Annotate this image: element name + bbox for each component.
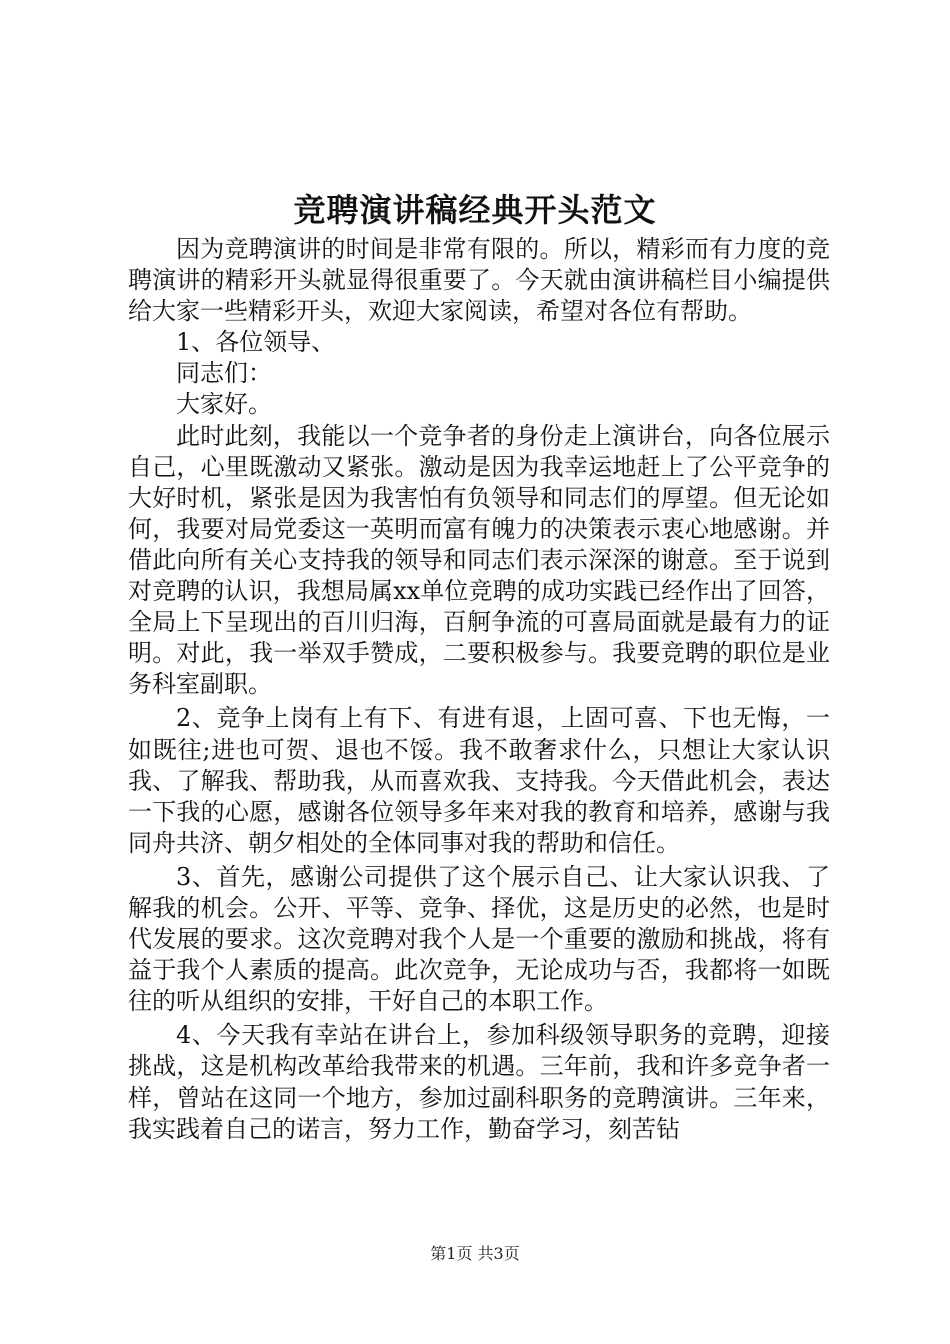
page-footer (0, 1243, 950, 1265)
document-body (128, 234, 830, 1145)
paragraph-greeting: 大家好。 (176, 390, 272, 419)
page-total: 共3页 (477, 1244, 520, 1263)
paragraph-salutation-comrades: 同志们： (176, 359, 272, 388)
paragraph-example-2: 2、竞争上岗有上有下、有进有退，上固可喜、下也无悔，一如既往;进也可贺、退也不馁。我不敢奢求什么，只想让大家认识我、了解我、帮助我，从而喜欢我、支持我。今天借此机会，表达一下我的心愿，感谢各位领导多年来对我的教育和培养，感谢与我同舟共济、朝夕相处的全体同事对我的帮助和信任。 (128, 704, 830, 857)
page-number: 第1页 (430, 1244, 473, 1263)
paragraph-body-1: 此时此刻，我能以一个竞争者的身份走上演讲台，向各位展示自己，心里既激动又紧张。激动是因为我幸运地赶上了公平竞争的大好时机，紧张是因为我害怕有负领导和同志们的厚望。但无论如何，我要对局党委这一英明而富有魄力的决策表示衷心地感谢。并借此向所有关心支持我的领导和同志们表示深深的谢意。至于说到对竞聘的认识，我想局属xx单位竞聘的成功实践已经作出了回答，全局上下呈现出的百川归海，百舸争流的可喜局面就是最有力的证明。对此，我一举双手赞成，二要积极参与。我要竞聘的职位是业务科室副职。 (128, 421, 830, 699)
document-title: 竞聘演讲稿经典开头范文 (293, 191, 657, 229)
intro-paragraph: 因为竞聘演讲的时间是非常有限的。所以，精彩而有力度的竞聘演讲的精彩开头就显得很重要了。今天就由演讲稿栏目小编提供给大家一些精彩开头，欢迎大家阅读，希望对各位有帮助。 (128, 235, 830, 326)
paragraph-salutation-leaders: 1、各位领导、 (176, 328, 336, 357)
paragraph-example-3: 3、首先，感谢公司提供了这个展示自己、让大家认识我、了解我的机会。公开、平等、竞争、择优，这是历史的必然，也是时代发展的要求。这次竞聘对我个人是一个重要的激励和挑战，将有益于我个人素质的提高。此次竞争，无论成功与否，我都将一如既往的听从组织的安排，干好自己的本职工作。 (128, 862, 830, 1016)
paragraph-example-4: 4、今天我有幸站在讲台上，参加科级领导职务的竞聘，迎接挑战，这是机构改革给我带来的机遇。三年前，我和许多竞争者一样，曾站在这同一个地方，参加过副科职务的竞聘演讲。三年来，我实践着自己的诺言，努力工作，勤奋学习，刻苦钻 (128, 1021, 830, 1143)
